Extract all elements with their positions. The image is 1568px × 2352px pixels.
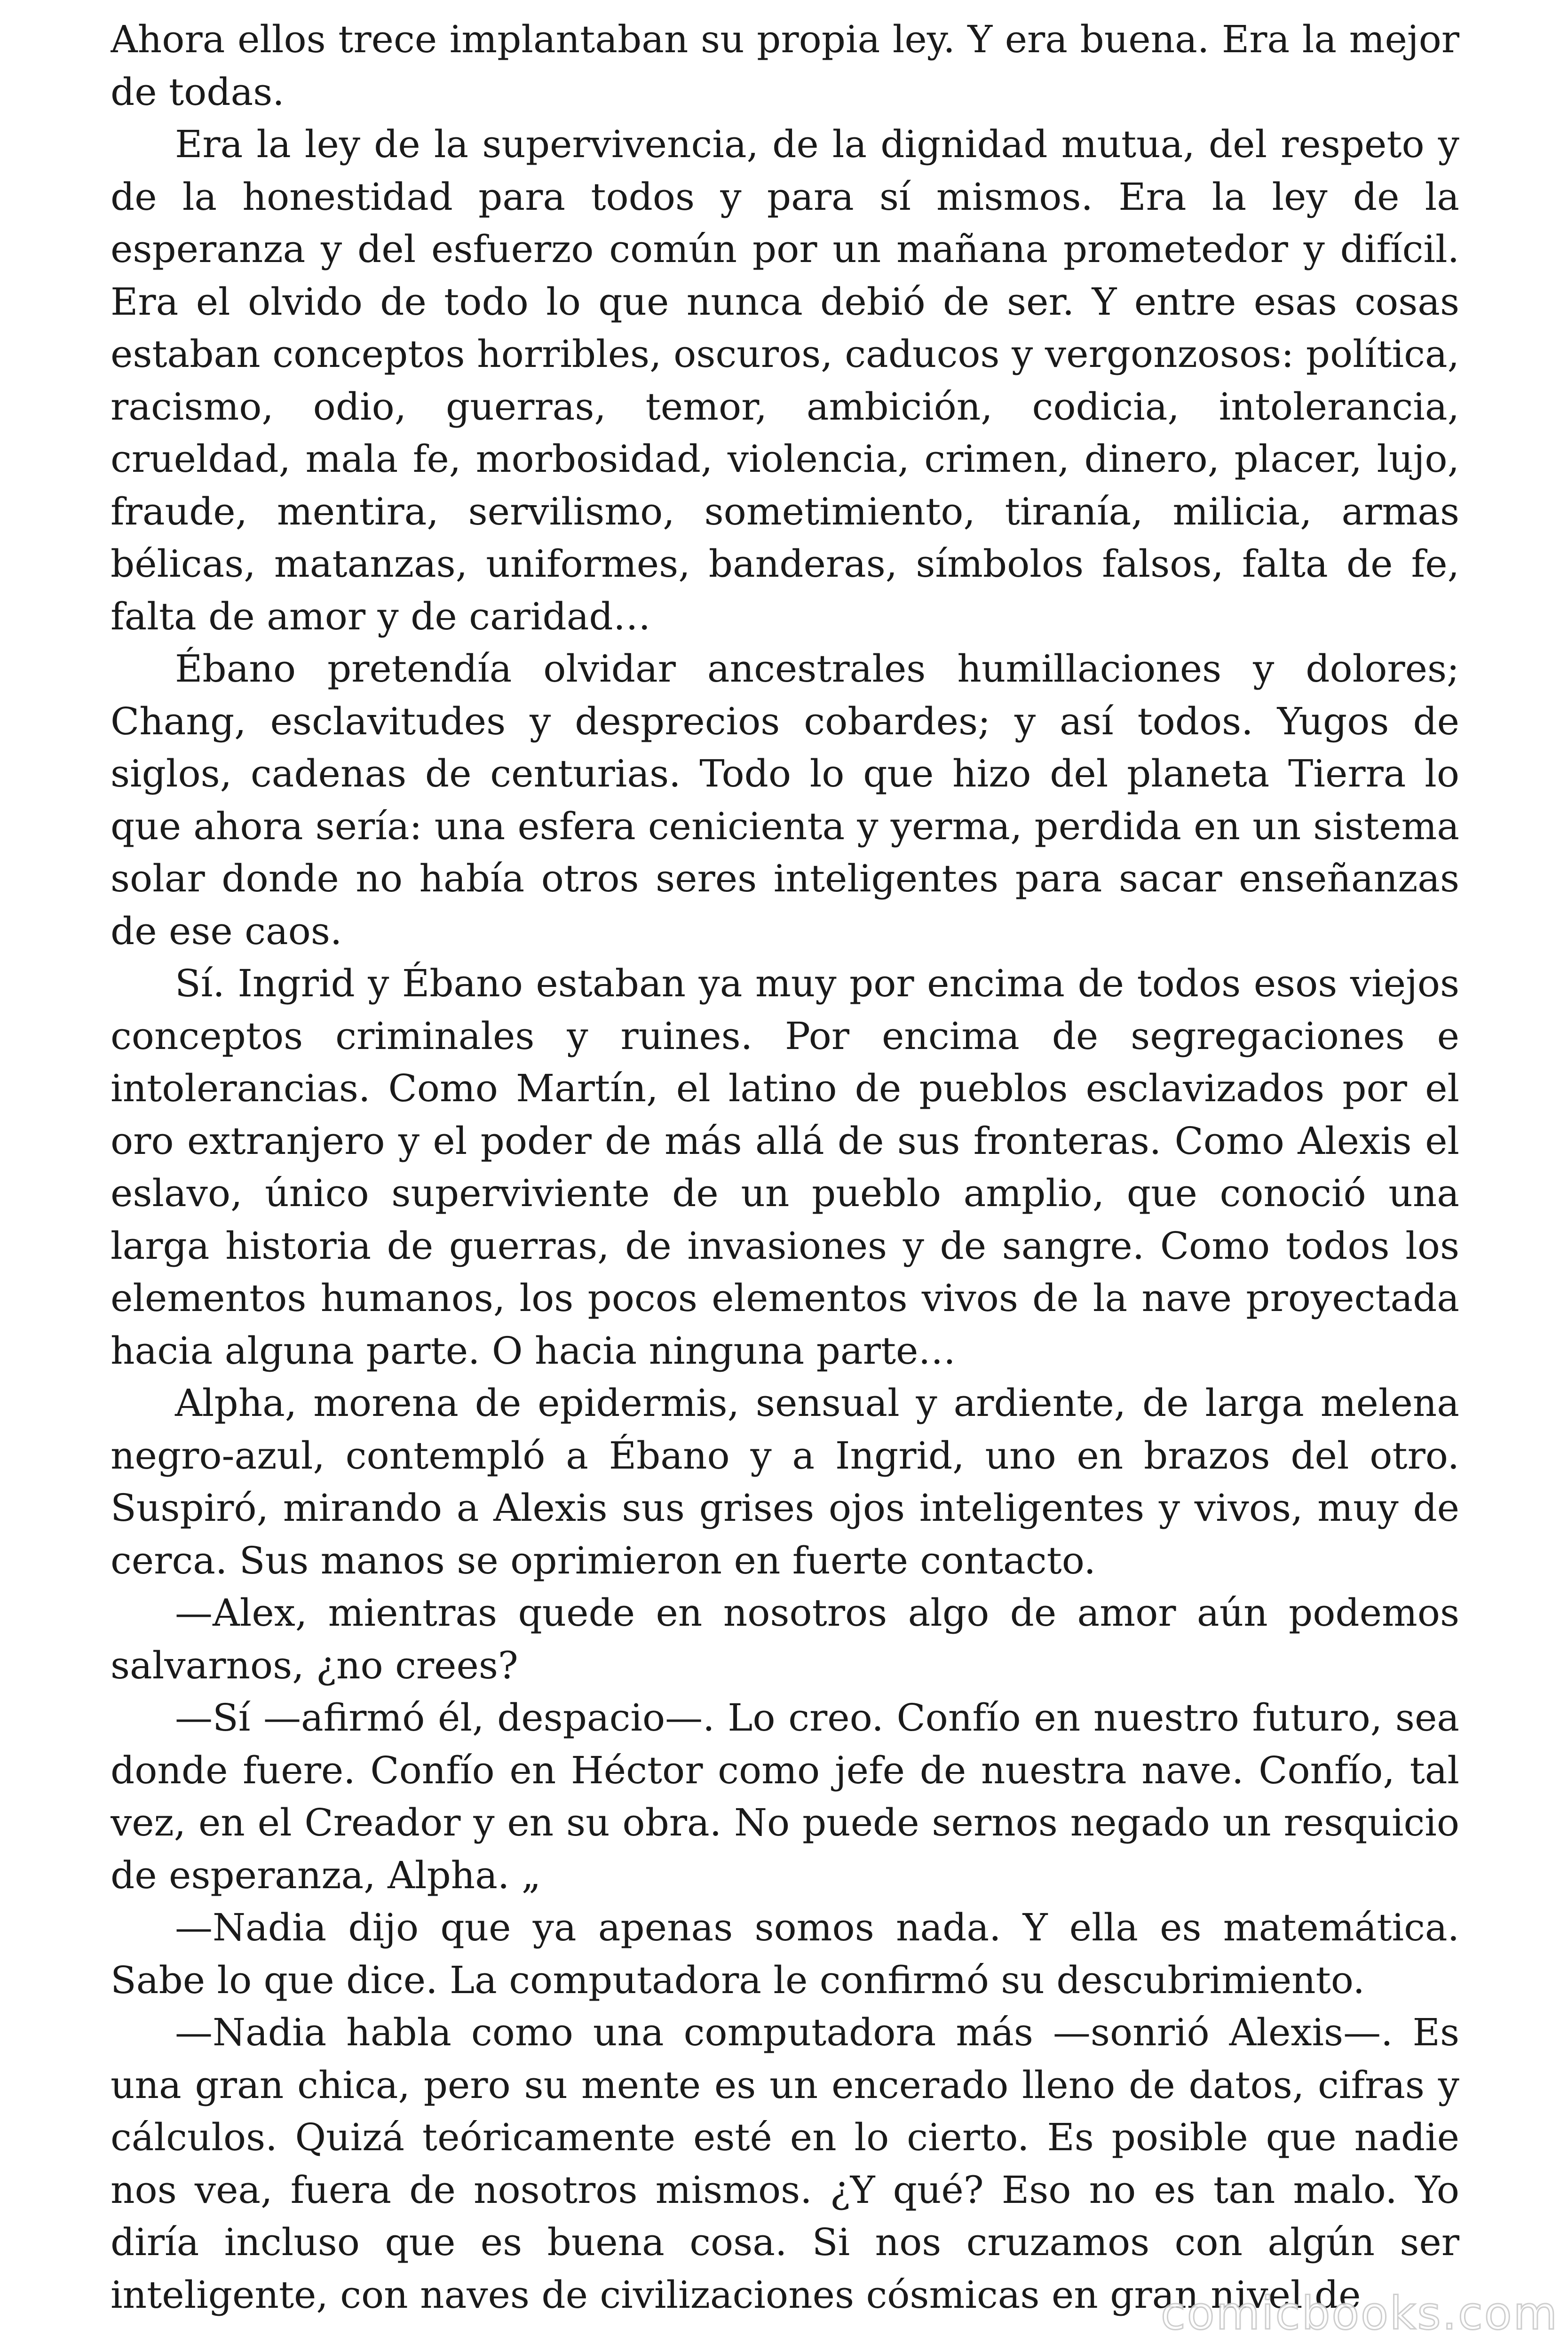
paragraph-9: —Nadia habla como una computadora más —sonrió Alexis—. Es una gran chica, pero su mente es un encerado lleno de datos, cifras y cálculos. Quizá teóricamente esté en lo cierto. Es posible que nadie nos vea, fuera de nosotros mismos. ¿Y qué? Eso no es tan malo. Yo diría incluso que es buena cosa. Si nos cruzamos con algún ser inteligente, con naves de civilizaciones cósmicas en gran nivel de [111, 2010, 1459, 2317]
paragraph-7: —Sí —afirmó él, despacio—. Lo creo. Confío en nuestro futuro, sea donde fuere. Confío en Héctor como jefe de nuestra nave. Confío, tal vez, en el Creador y en su obra. No puede sernos negado un resquicio de esperanza, Alpha. „ [111, 1696, 1459, 1897]
paragraph-3: Ébano pretendía olvidar ancestrales humillaciones y dolores; Chang, esclavitudes y desprecios cobardes; y así todos. Yugos de siglos, cadenas de centurias. Todo lo que hizo del planeta Tierra lo que ahora sería: una esfera cenicienta y yerma, perdida en un sistema solar donde no había otros seres inteligentes para sacar enseñanzas de ese caos. [111, 647, 1459, 953]
watermark: comicbooks.com [1160, 2287, 1559, 2340]
paragraph-1: Ahora ellos trece implantaban su propia ley. Y era buena. Era la mejor de todas. [111, 17, 1459, 114]
paragraph-6: —Alex, mientras quede en nosotros algo de amor aún podemos salvarnos, ¿no crees? [111, 1591, 1459, 1687]
paragraph-5: Alpha, morena de epidermis, sensual y ardiente, de larga melena negro-azul, contempló a Ébano y a Ingrid, uno en brazos del otro. Suspiró, mirando a Alexis sus grises ojos inteligentes y vivos, muy de cerca. Sus manos se oprimieron en fuerte contacto. [111, 1381, 1459, 1582]
paragraph-8: —Nadia dijo que ya apenas somos nada. Y ella es matemática. Sabe lo que dice. La computadora le confirmó su descubrimiento. [111, 1906, 1459, 2002]
paragraph-2: Era la ley de la supervivencia, de la dignidad mutua, del respeto y de la honestidad para todos y para sí mismos. Era la ley de la esperanza y del esfuerzo común por un mañana prometedor y difícil. Era el olvido de todo lo que nunca debió de ser. Y entre esas cosas estaban conceptos horribles, oscuros, caducos y vergonzosos: política, racismo, odio, guerras, temor, ambición, codicia, intolerancia, crueldad, mala fe, morbosidad, violencia, crimen, dinero, placer, lujo, fraude, mentira, servilismo, sometimiento, tiranía, milicia, armas bélicas, matanzas, uniformes, banderas, símbolos falsos, falta de fe, falta de amor y de caridad… [111, 122, 1459, 638]
book-page-text [111, 13, 1459, 2337]
paragraph-4: Sí. Ingrid y Ébano estaban ya muy por encima de todos esos viejos conceptos criminales y ruines. Por encima de segregaciones e intolerancias. Como Martín, el latino de pueblos esclavizados por el oro extranjero y el poder de más allá de sus fronteras. Como Alexis el eslavo, único superviviente de un pueblo amplio, que conoció una larga historia de guerras, de invasiones y de sangre. Como todos los elementos humanos, los pocos elementos vivos de la nave proyectada hacia alguna parte. O hacia ninguna parte… [111, 961, 1459, 1373]
